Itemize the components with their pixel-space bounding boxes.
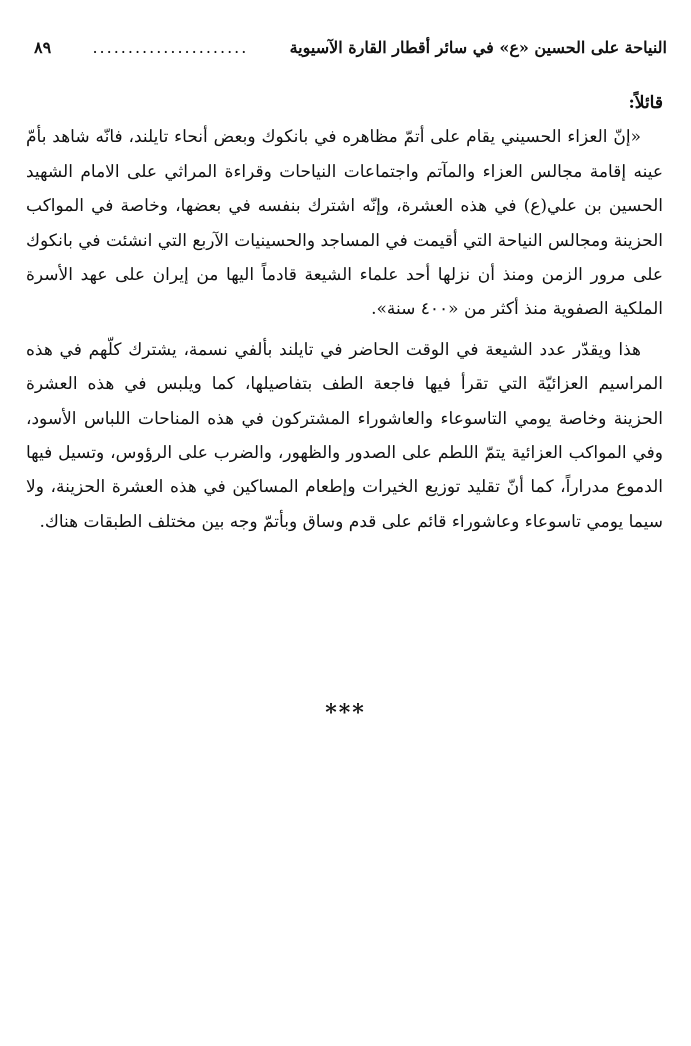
lead-in: قائلاً: bbox=[628, 93, 663, 113]
body-text bbox=[26, 86, 663, 539]
quoted-paragraph: «إنّ العزاء الحسيني يقام على أتمّ مظاهره في بانكوك وبعض أنحاء تايلند، فانّه شاهد بأمّ عينه إقامة مجالس العزاء والمآتم واجتماعات النياحات وقراءة المراثي على الامام الشهيد الحسين بن علي(ع) في هذه العشرة، وإنّه اشترك بنفسه في بعضها، وخاصة في المواكب الحزينة ومجالس النياحة التي أقيمت في المساجد والحسينيات الآربع التي انشئت في بانكوك على مرور الزمن ومنذ أن نزلها أحد علماء الشيعة قادماً اليها من إيران على عهد الأسرة الملكية الصفوية منذ أكثر من «٤٠٠ سنة». bbox=[26, 127, 663, 320]
page-number: ٨٩ bbox=[34, 37, 52, 57]
chapter-title: النياحة على الحسين «ع» في سائر أقطار القارة الآسيوية bbox=[289, 37, 667, 57]
running-header bbox=[34, 33, 667, 61]
leader-dots: ...................... bbox=[92, 37, 249, 57]
body-paragraph: هذا ويقدّر عدد الشيعة في الوقت الحاضر في تايلند بألفي نسمة، يشترك كلّهم في هذه المراسيم العزائيّة التي تقرأ فيها فاجعة الطف بتفاصيلها، كما ويلبس في هذه العشرة الحزينة وخاصة يومي التاسوعاء والعاشوراء المشتركون في هذه المناحات اللباس الأسود، وفي المواكب العزائية يتمّ اللطم على الصدور والظهور، والضرب على الرؤوس، وتسيل فيها الدموع مدراراً، كما أنّ تقليد توزيع الخيرات وإطعام المساكين في هذه العشرة الحزينة، ولا سيما يومي تاسوعاء وعاشوراء قائم على قدم وساق وبأتمّ وجه بين مختلف الطبقات هناك. bbox=[26, 339, 663, 532]
section-separator: *** bbox=[325, 700, 366, 726]
